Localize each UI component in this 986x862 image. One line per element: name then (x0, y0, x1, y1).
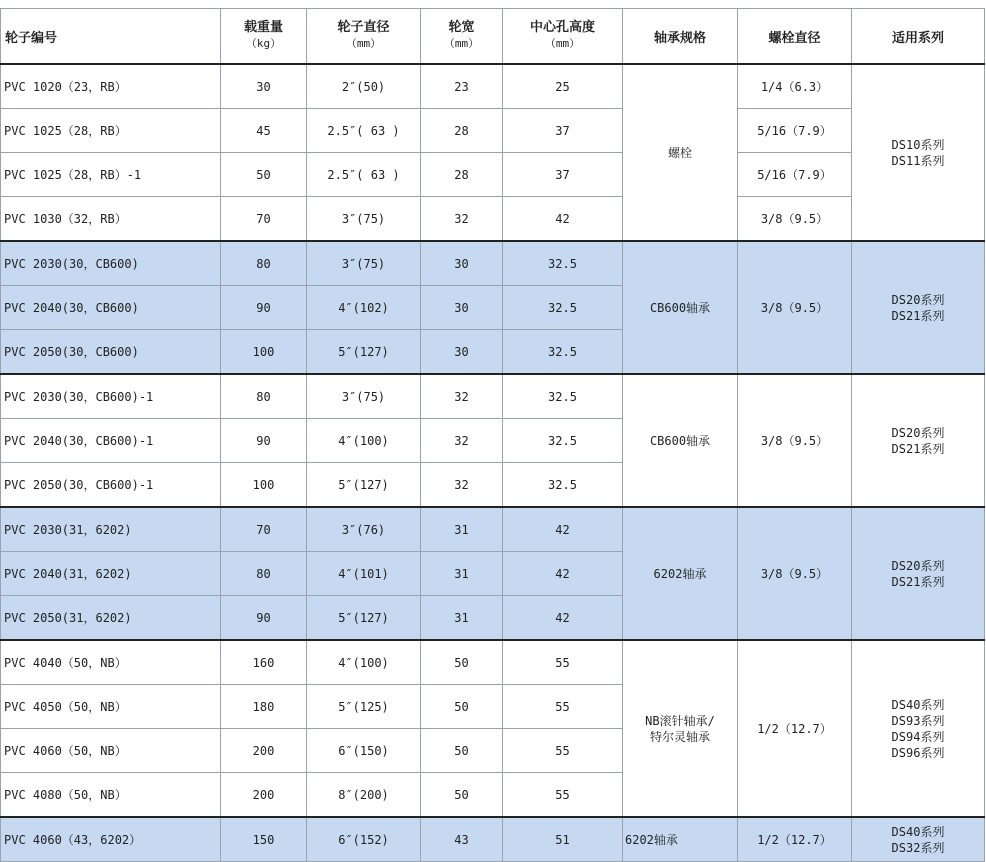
series-line: DS96系列 (891, 745, 945, 760)
series-cell (852, 507, 985, 640)
load-cell: 80 (221, 552, 307, 596)
diameter-cell: 5″(125) (307, 685, 421, 729)
bolt-cell: 1/2（12.7） (738, 817, 852, 862)
width-cell: 30 (421, 330, 503, 375)
center-height-cell: 32.5 (503, 419, 623, 463)
diameter-cell: 6″(150) (307, 729, 421, 773)
series-line: DS10系列 (891, 137, 945, 152)
table-row (1, 153, 985, 197)
diameter-cell: 2″(50) (307, 64, 421, 109)
load-cell: 200 (221, 773, 307, 818)
width-cell: 30 (421, 241, 503, 286)
center-height-cell: 32.5 (503, 463, 623, 508)
diameter-cell: 5″(127) (307, 596, 421, 641)
width-cell: 28 (421, 153, 503, 197)
width-cell: 31 (421, 552, 503, 596)
load-cell: 160 (221, 640, 307, 685)
load-cell: 70 (221, 197, 307, 242)
model-cell: PVC 2030(30，CB600) (1, 241, 221, 286)
table-row (1, 109, 985, 153)
width-cell: 50 (421, 729, 503, 773)
model-cell: PVC 1020（23，RB） (1, 64, 221, 109)
header-diameter-label: 轮子直径 (337, 20, 390, 35)
wheel-spec-table (0, 8, 985, 862)
center-height-cell: 25 (503, 64, 623, 109)
diameter-cell: 2.5″( 63 ) (307, 109, 421, 153)
center-height-cell: 55 (503, 640, 623, 685)
header-center-height (503, 9, 623, 65)
series-line: DS93系列 (891, 713, 945, 728)
diameter-cell: 2.5″( 63 ) (307, 153, 421, 197)
load-cell: 90 (221, 286, 307, 330)
width-cell: 30 (421, 286, 503, 330)
series-cell (852, 64, 985, 241)
table-row (1, 241, 985, 286)
series-line: DS20系列 (891, 558, 945, 573)
model-cell: PVC 2030(31，6202) (1, 507, 221, 552)
table-row (1, 817, 985, 862)
load-cell: 30 (221, 64, 307, 109)
center-height-cell: 55 (503, 773, 623, 818)
center-height-cell: 32.5 (503, 241, 623, 286)
series-cell (852, 374, 985, 507)
diameter-cell: 4″(102) (307, 286, 421, 330)
header-series: 适用系列 (852, 9, 985, 65)
table-row (1, 374, 985, 419)
series-line: DS20系列 (891, 292, 945, 307)
table-row (1, 64, 985, 109)
bolt-cell: 3/8（9.5） (738, 374, 852, 507)
bearing-line: 特尔灵轴承 (649, 729, 710, 744)
table-row (1, 197, 985, 242)
header-bearing: 轴承规格 (623, 9, 738, 65)
width-cell: 31 (421, 507, 503, 552)
header-width (421, 9, 503, 65)
model-cell: PVC 2040(30，CB600) (1, 286, 221, 330)
model-cell: PVC 2050(30，CB600)-1 (1, 463, 221, 508)
center-height-cell: 37 (503, 109, 623, 153)
diameter-cell: 5″(127) (307, 330, 421, 375)
load-cell: 80 (221, 374, 307, 419)
width-cell: 32 (421, 374, 503, 419)
center-height-cell: 51 (503, 817, 623, 862)
width-cell: 50 (421, 773, 503, 818)
model-cell: PVC 2040(31，6202) (1, 552, 221, 596)
bolt-cell: 3/8（9.5） (738, 241, 852, 374)
model-cell: PVC 2050(31，6202) (1, 596, 221, 641)
load-cell: 200 (221, 729, 307, 773)
bolt-cell: 1/2（12.7） (738, 640, 852, 817)
model-cell: PVC 1025（28，RB） (1, 109, 221, 153)
bearing-cell: CB600轴承 (623, 374, 738, 507)
bolt-cell: 3/8（9.5） (738, 507, 852, 640)
center-height-cell: 32.5 (503, 374, 623, 419)
series-line: DS40系列 (891, 824, 945, 839)
center-height-cell: 37 (503, 153, 623, 197)
diameter-cell: 4″(101) (307, 552, 421, 596)
model-cell: PVC 4080（50，NB） (1, 773, 221, 818)
load-cell: 80 (221, 241, 307, 286)
width-cell: 32 (421, 419, 503, 463)
bolt-cell: 1/4（6.3） (738, 64, 852, 109)
width-cell: 43 (421, 817, 503, 862)
diameter-cell: 8″(200) (307, 773, 421, 818)
bolt-cell: 5/16（7.9） (738, 109, 852, 153)
center-height-cell: 42 (503, 596, 623, 641)
bolt-cell: 3/8（9.5） (738, 197, 852, 242)
diameter-cell: 5″(127) (307, 463, 421, 508)
model-cell: PVC 4060（43，6202） (1, 817, 221, 862)
diameter-cell: 6″(152) (307, 817, 421, 862)
table-row (1, 507, 985, 552)
diameter-cell: 4″(100) (307, 419, 421, 463)
width-cell: 32 (421, 197, 503, 242)
header-load-unit: （kg） (245, 37, 282, 50)
series-line: DS21系列 (891, 574, 945, 589)
center-height-cell: 55 (503, 729, 623, 773)
center-height-cell: 42 (503, 507, 623, 552)
diameter-cell: 3″(75) (307, 241, 421, 286)
load-cell: 100 (221, 463, 307, 508)
model-cell: PVC 1025（28，RB）-1 (1, 153, 221, 197)
load-cell: 50 (221, 153, 307, 197)
header-row (1, 9, 985, 65)
series-line: DS32系列 (891, 840, 945, 855)
diameter-cell: 3″(75) (307, 197, 421, 242)
load-cell: 180 (221, 685, 307, 729)
model-cell: PVC 4040（50，NB） (1, 640, 221, 685)
diameter-cell: 3″(76) (307, 507, 421, 552)
header-diameter-unit: （mm） (345, 37, 382, 50)
width-cell: 23 (421, 64, 503, 109)
header-diameter (307, 9, 421, 65)
series-line: DS20系列 (891, 425, 945, 440)
series-line: DS21系列 (891, 441, 945, 456)
series-cell (852, 241, 985, 374)
series-line: DS21系列 (891, 308, 945, 323)
load-cell: 45 (221, 109, 307, 153)
width-cell: 50 (421, 685, 503, 729)
diameter-cell: 3″(75) (307, 374, 421, 419)
width-cell: 31 (421, 596, 503, 641)
model-cell: PVC 2050(30，CB600) (1, 330, 221, 375)
bolt-cell: 5/16（7.9） (738, 153, 852, 197)
model-cell: PVC 2030(30，CB600)-1 (1, 374, 221, 419)
model-cell: PVC 2040(30，CB600)-1 (1, 419, 221, 463)
bearing-line: NB滚针轴承/ (645, 713, 715, 728)
header-center-height-unit: （mm） (544, 37, 581, 50)
model-cell: PVC 1030（32，RB） (1, 197, 221, 242)
load-cell: 70 (221, 507, 307, 552)
center-height-cell: 32.5 (503, 286, 623, 330)
center-height-cell: 42 (503, 552, 623, 596)
header-model: 轮子编号 (1, 9, 221, 65)
bearing-cell: 6202轴承 (623, 817, 738, 862)
header-width-unit: （mm） (443, 37, 480, 50)
width-cell: 50 (421, 640, 503, 685)
header-width-label: 轮宽 (448, 20, 475, 35)
center-height-cell: 42 (503, 197, 623, 242)
header-center-height-label: 中心孔高度 (529, 20, 595, 35)
load-cell: 90 (221, 419, 307, 463)
center-height-cell: 55 (503, 685, 623, 729)
load-cell: 100 (221, 330, 307, 375)
center-height-cell: 32.5 (503, 330, 623, 375)
model-cell: PVC 4060（50，NB） (1, 729, 221, 773)
series-line: DS94系列 (891, 729, 945, 744)
bearing-cell: 6202轴承 (623, 507, 738, 640)
table-row (1, 640, 985, 685)
bearing-cell: 螺栓 (623, 64, 738, 241)
diameter-cell: 4″(100) (307, 640, 421, 685)
model-cell: PVC 4050（50，NB） (1, 685, 221, 729)
series-cell (852, 640, 985, 817)
header-load (221, 9, 307, 65)
width-cell: 28 (421, 109, 503, 153)
load-cell: 150 (221, 817, 307, 862)
bearing-cell: CB600轴承 (623, 241, 738, 374)
width-cell: 32 (421, 463, 503, 508)
series-cell (852, 817, 985, 862)
load-cell: 90 (221, 596, 307, 641)
series-line: DS11系列 (891, 153, 945, 168)
series-line: DS40系列 (891, 697, 945, 712)
header-load-label: 载重量 (243, 20, 283, 35)
bearing-cell (623, 640, 738, 817)
header-bolt: 螺栓直径 (738, 9, 852, 65)
